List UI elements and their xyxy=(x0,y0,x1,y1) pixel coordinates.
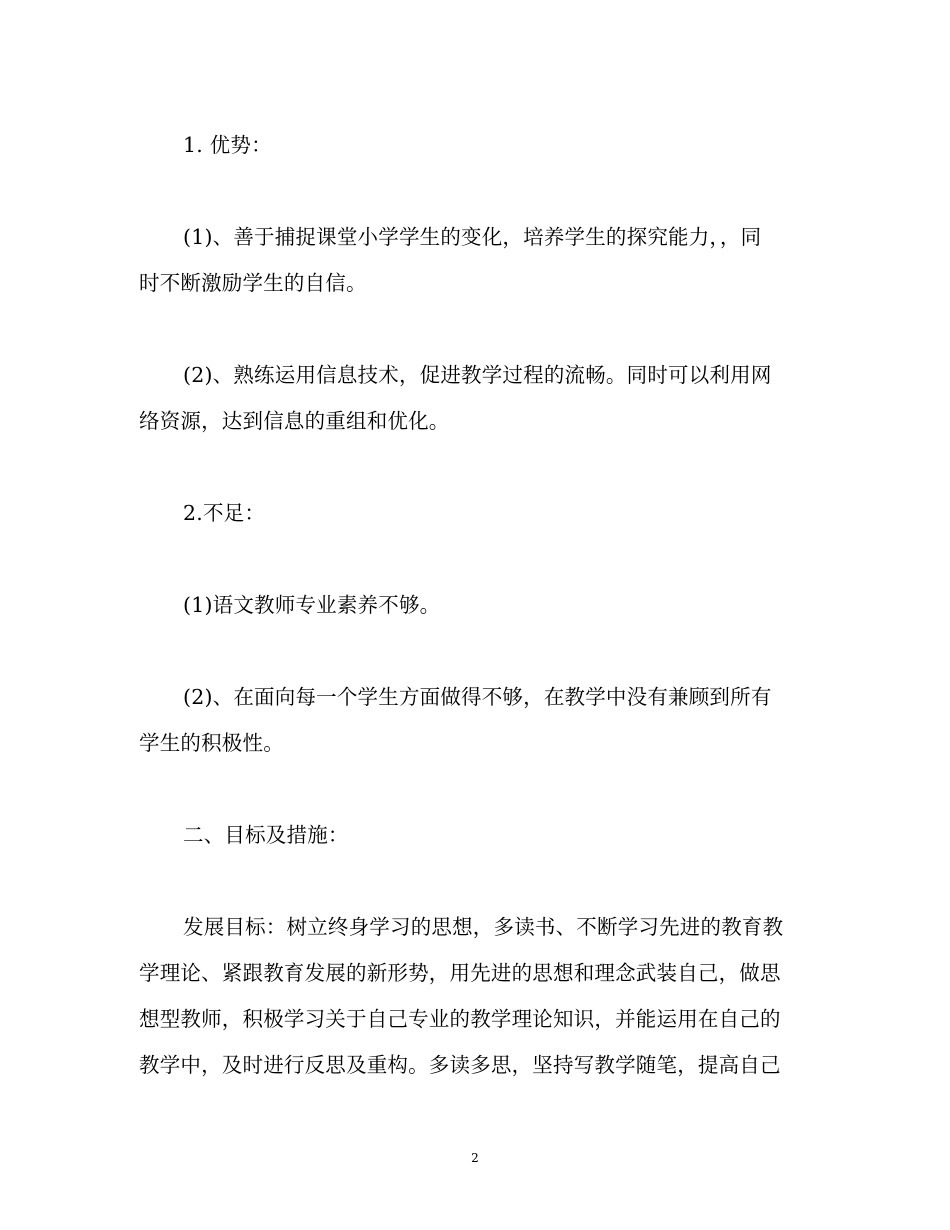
paragraph-advantage-1 xyxy=(139,214,815,306)
text-line: 时不断激励学生的自信。 xyxy=(139,271,367,295)
text-line: (2)、在面向每一个学生方面做得不够，在教学中没有兼顾到所有 xyxy=(183,685,772,709)
section-heading-goals-measures xyxy=(139,812,815,858)
page-number: 2 xyxy=(471,1151,479,1165)
text-line: 教学中，及时进行反思及重构。多读多思，坚持写教学随笔，提高自己 xyxy=(139,1053,781,1077)
text-line: 想型教师，积极学习关于自己专业的教学理论知识，并能运用在自己的 xyxy=(139,1007,781,1031)
text-line: (2)、熟练运用信息技术，促进教学过程的流畅。同时可以利用网 xyxy=(183,363,772,387)
text-line: 学理论、紧跟教育发展的新形势，用先进的思想和理念武装自己，做思 xyxy=(139,961,781,985)
text-line: 二、目标及措施： xyxy=(183,823,349,847)
paragraph-shortcoming-1 xyxy=(139,582,815,628)
paragraph-shortcomings-heading xyxy=(139,490,815,536)
text-line: 2.不足： xyxy=(183,501,266,525)
paragraph-development-goal xyxy=(139,904,815,1088)
text-line: 1. 优势： xyxy=(183,133,272,157)
text-line: 学生的积极性。 xyxy=(139,731,284,755)
text-line: (1)语文教师专业素养不够。 xyxy=(183,593,441,617)
paragraph-advantages-heading xyxy=(139,122,815,168)
text-line: 络资源，达到信息的重组和优化。 xyxy=(139,409,450,433)
text-line: (1)、善于捕捉课堂小学学生的变化，培养学生的探究能力，，同 xyxy=(183,225,762,249)
text-line: 发展目标：树立终身学习的思想，多读书、不断学习先进的教育教 xyxy=(183,915,784,939)
document-body xyxy=(139,122,815,1134)
paragraph-advantage-2 xyxy=(139,352,815,444)
paragraph-shortcoming-2 xyxy=(139,674,815,766)
